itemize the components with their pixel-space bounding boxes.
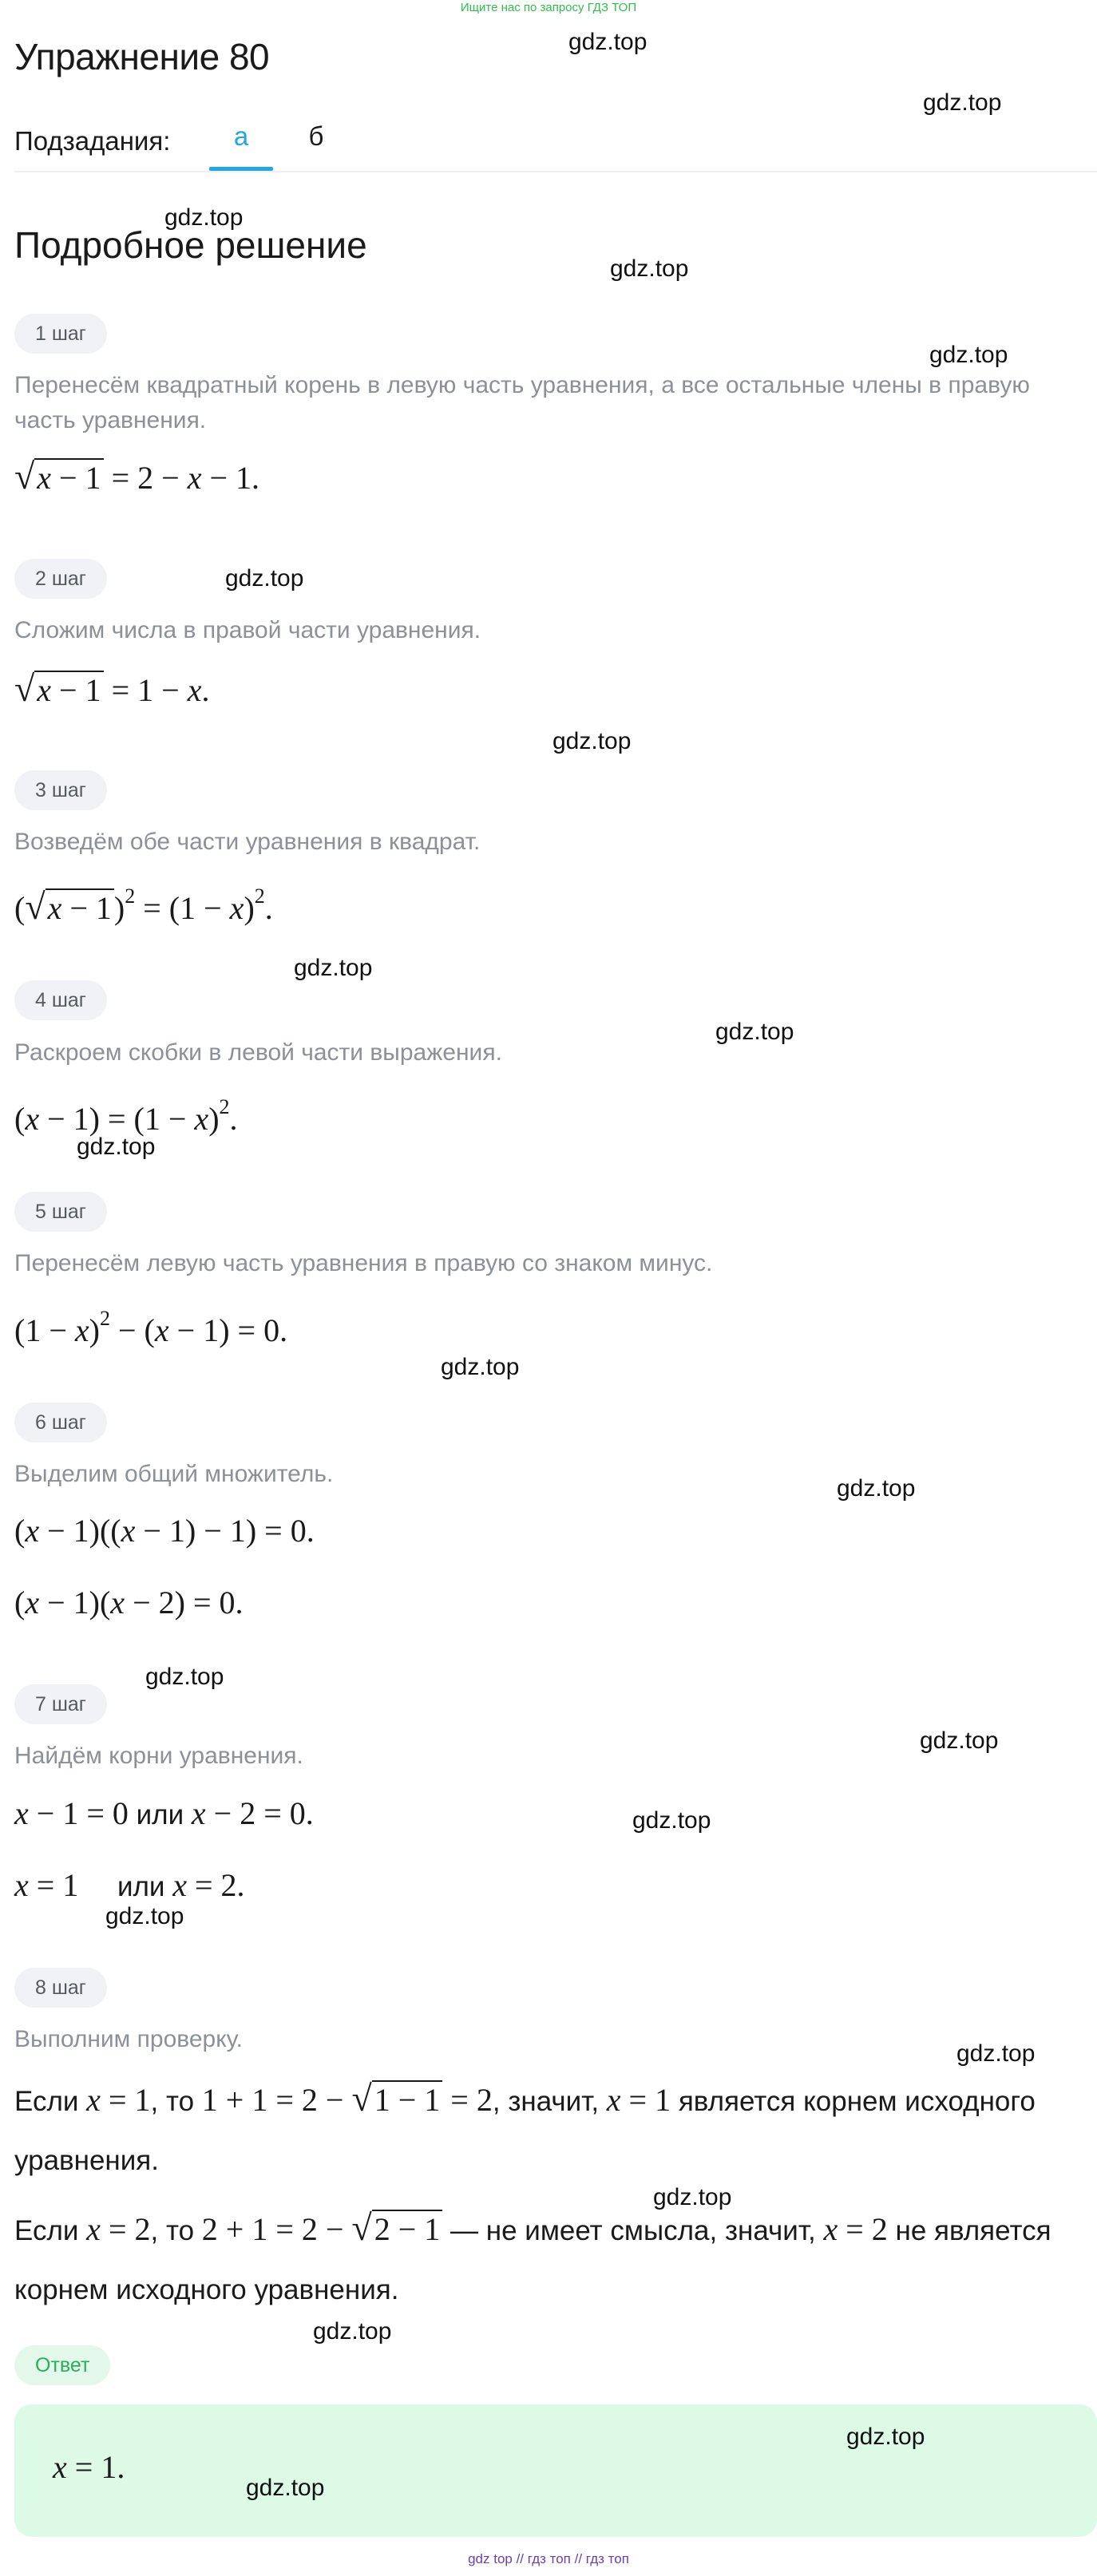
formula-step-6a: (x − 1)((x − 1) − 1) = 0.: [14, 1513, 315, 1549]
watermark: gdz.top: [653, 2184, 732, 2210]
section-title: Подробное решение: [14, 224, 367, 266]
step-badge-6: 6 шаг: [14, 1403, 107, 1442]
watermark: gdz.top: [715, 1019, 794, 1045]
step-badge-8: 8 шаг: [14, 1968, 107, 2008]
formula-step-7a: x − 1 = 0 или x − 2 = 0.: [14, 1795, 314, 1831]
check-x1: Если x = 1, то 1 + 1 = 2 − √1 − 1 = 2, значит, x = 1 является корнем исходного уравнения.: [14, 2078, 1036, 2176]
watermark: gdz.top: [225, 565, 304, 592]
subtasks-bar: [14, 112, 1097, 172]
top-banner: Ищите нас по запросу ГДЗ ТОП: [460, 1, 637, 14]
watermark: gdz.top: [164, 204, 244, 231]
watermark: gdz.top: [610, 255, 689, 282]
answer-box: [14, 2404, 1097, 2537]
watermark: gdz.top: [846, 2424, 925, 2450]
watermark: gdz.top: [441, 1354, 520, 1380]
step-badge-3: 3 шаг: [14, 770, 107, 810]
watermark: gdz.top: [956, 2040, 1036, 2067]
answer-formula: x = 1.: [53, 2449, 125, 2485]
watermark: gdz.top: [105, 1903, 184, 1929]
page-title: Упражнение 80: [14, 36, 270, 77]
step-text-1: Перенесём квадратный корень в левую часть уравнения, а все остальные члены в правую часть уравнения.: [14, 372, 1030, 433]
watermark: gdz.top: [837, 1475, 916, 1502]
watermark: gdz.top: [552, 728, 632, 754]
step-badge-7: 7 шаг: [14, 1684, 107, 1724]
formula-step-6b: (x − 1)(x − 2) = 0.: [14, 1585, 244, 1620]
step-text-5: Перенесём левую часть уравнения в правую со знаком минус.: [14, 1250, 713, 1276]
step-badge-1: 1 шаг: [14, 314, 107, 354]
subtasks-label: Подзадания:: [14, 126, 171, 156]
watermark: gdz.top: [313, 2318, 392, 2345]
watermark: gdz.top: [77, 1134, 156, 1160]
watermark: gdz.top: [632, 1807, 711, 1834]
formula-step-7b: x = 1 или x = 2.: [14, 1867, 245, 1903]
step-text-7: Найдём корни уравнения.: [14, 1743, 303, 1769]
step-badge-5: 5 шаг: [14, 1192, 107, 1232]
watermark: gdz.top: [145, 1664, 224, 1690]
watermark: gdz.top: [920, 1727, 999, 1754]
watermark: gdz.top: [929, 342, 1008, 368]
subtask-tab-b[interactable]: б: [308, 121, 324, 151]
footer: gdz top // гдз топ // гдз топ: [468, 2551, 629, 2566]
subtask-tab-a[interactable]: а: [209, 121, 273, 169]
watermark: gdz.top: [246, 2475, 325, 2501]
step-text-6: Выделим общий множитель.: [14, 1461, 334, 1487]
check-x2: Если x = 2, то 2 + 1 = 2 − √2 − 1 — не имеет смысла, значит, x = 2 не является корнем исходного уравнения.: [14, 2207, 1051, 2305]
step-badge-4: 4 шаг: [14, 980, 107, 1020]
step-text-8: Выполним проверку.: [14, 2026, 244, 2052]
answer-badge: Ответ: [14, 2345, 110, 2385]
step-text-2: Сложим числа в правой части уравнения.: [14, 617, 481, 643]
step-badge-2: 2 шаг: [14, 559, 107, 599]
watermark: gdz.top: [568, 29, 648, 55]
formula-step-3: $(√x - 1)^2 = (1 - x)^2$.: [14, 884, 273, 927]
watermark: gdz.top: [294, 955, 373, 981]
step-text-4: Раскроем скобки в левой части выражения.: [14, 1039, 502, 1066]
formula-step-4: $(x - 1) = (1 - x)^2$.: [14, 1095, 238, 1137]
formula-step-5: $(1 - x)^2 - (x - 1) = 0$.: [14, 1307, 288, 1348]
formula-step-2: √x − 1 = 1 − x.: [14, 668, 210, 709]
step-text-3: Возведём обе части уравнения в квадрат.: [14, 829, 481, 855]
formula-step-1: √x − 1 = 2 − x − 1.: [14, 456, 260, 497]
watermark: gdz.top: [923, 89, 1002, 116]
